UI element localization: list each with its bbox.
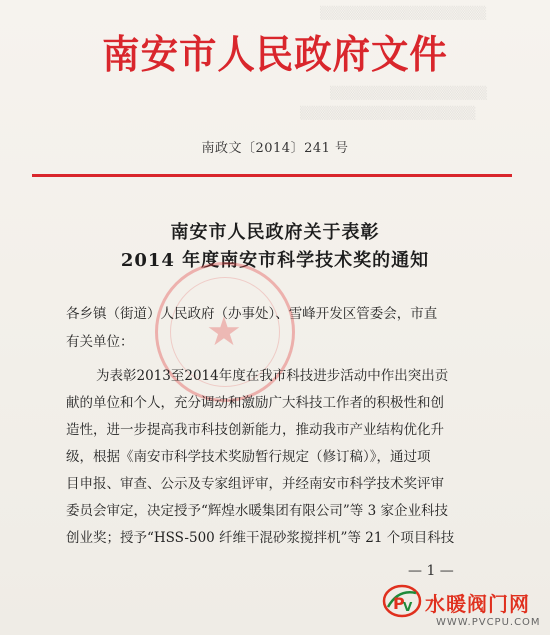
page-number: — 1 — [408,563,454,579]
bleed-through-text: ▒▒▒▒▒▒▒▒▒▒▒▒▒▒▒▒▒▒▒ [300,106,476,120]
document-number: 南政文〔2014〕241 号 [201,141,349,156]
paragraph-line: 委员会审定，决定授予“辉煌水暖集团有限公司”等 3 家企业科技 [66,503,448,519]
svg-text:P: P [393,594,405,613]
seal-star-icon: ★ [206,309,242,355]
paragraph-line: 创业奖；授予“HSS-500 纤维干混砂浆搅拌机”等 21 个项目科技 [66,530,455,546]
paragraph-line: 级，根据《南安市科学技术奖励暂行规定（修订稿）》，通过项 [66,449,431,465]
document-header-title: 南安市人民政府文件 [102,32,448,78]
paragraph-line: 目申报、审查、公示及专家组评审，并经南安市科学技术奖评审 [66,476,444,492]
paragraph-line: 造性，进一步提高我市科技创新能力，推动我市产业结构优化升 [66,422,444,438]
watermark-site-name: 水暖阀门网 [425,592,530,616]
notice-title-line-1: 南安市人民政府关于表彰 [170,222,380,243]
watermark-site-url: WWW.PVCPU.COM [436,617,541,628]
recipients-line-1: 各乡镇（街道）人民政府（办事处）、雪峰开发区管委会，市直 [66,306,438,322]
bleed-through-text: ▒▒▒▒▒▒▒▒▒▒▒▒▒▒▒▒▒▒ [320,6,487,20]
paragraph-line: 献的单位和个人，充分调动和激励广大科技工作者的积极性和创 [66,395,444,411]
recipients-line-2: 有关单位： [66,334,134,350]
notice-title-line-2: 2014 年度南安市科学技术奖的通知 [120,250,430,271]
paragraph-line: 为表彰2013至2014年度在我市科技进步活动中作出突出贡 [96,368,449,384]
bleed-through-text: ▒▒▒▒▒▒▒▒▒▒▒▒▒▒▒▒▒ [330,86,487,100]
svg-text:V: V [403,600,413,614]
red-divider-line [32,174,512,177]
pv-logo-icon [382,583,422,619]
